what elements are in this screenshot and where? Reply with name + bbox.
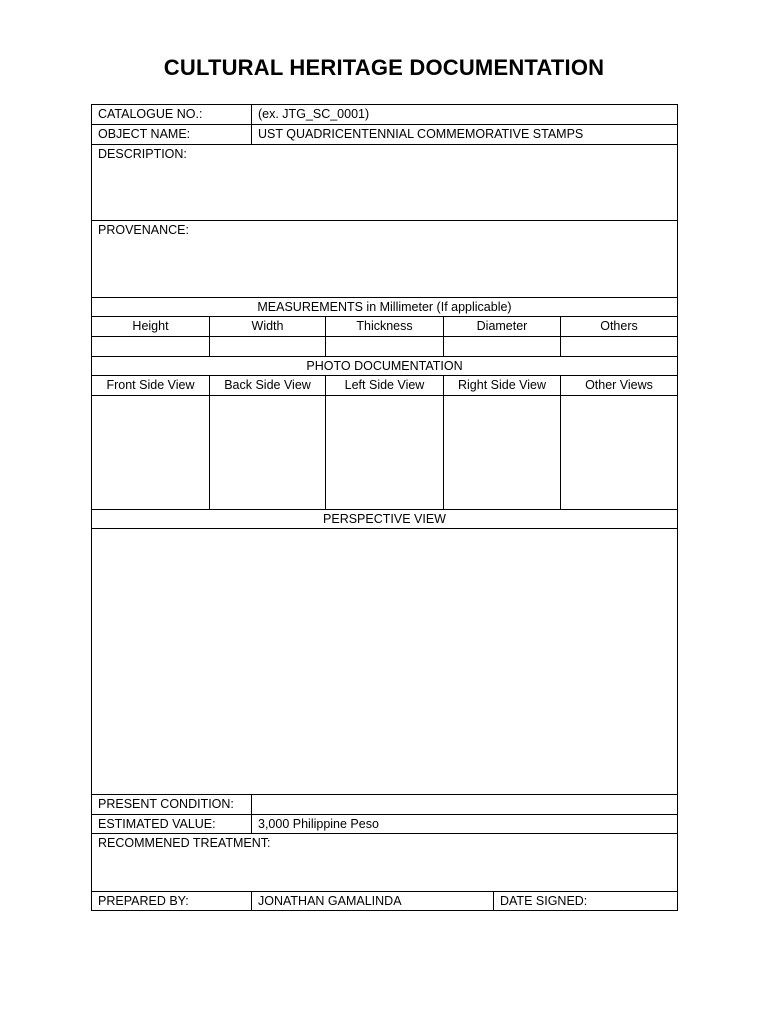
date-signed-label (493, 892, 677, 910)
photo-box-left[interactable] (325, 396, 443, 509)
measurement-header-diameter: Diameter (443, 317, 560, 336)
catalogue-row (92, 105, 677, 125)
photo-box-front[interactable] (92, 396, 209, 509)
prepared-by-value[interactable]: JONATHAN GAMALINDA (251, 892, 493, 910)
measurement-header-thickness: Thickness (325, 317, 443, 336)
photo-header-left: Left Side View (325, 376, 443, 395)
catalogue-value[interactable]: (ex. JTG_SC_0001) (251, 105, 677, 124)
date-signed-label-text: DATE SIGNED: (500, 894, 588, 908)
present-condition-row (92, 795, 677, 815)
description-row[interactable] (92, 145, 677, 221)
object-name-value[interactable]: UST QUADRICENTENNIAL COMMEMORATIVE STAMPS (251, 125, 677, 144)
provenance-row[interactable] (92, 221, 677, 298)
present-condition-value[interactable] (251, 795, 677, 814)
catalogue-label: CATALOGUE NO.: (98, 107, 203, 121)
photo-header-back: Back Side View (209, 376, 325, 395)
photo-box-row (92, 396, 677, 510)
object-name-row (92, 125, 677, 145)
estimated-value-row (92, 815, 677, 834)
measurement-header-height: Height (132, 319, 169, 333)
photo-box-other[interactable] (560, 396, 677, 509)
measurements-heading: MEASUREMENTS in Millimeter (If applicable) (257, 300, 512, 314)
measurement-value-thickness[interactable] (325, 337, 443, 356)
object-name-label: OBJECT NAME: (98, 127, 191, 141)
measurements-value-row (92, 337, 677, 357)
photo-header-front: Front Side View (106, 378, 195, 392)
description-label: DESCRIPTION: (98, 147, 187, 161)
photo-header-right: Right Side View (443, 376, 560, 395)
photo-documentation-heading: PHOTO DOCUMENTATION (306, 359, 463, 373)
measurement-value-others[interactable] (560, 337, 677, 356)
measurement-value-diameter[interactable] (443, 337, 560, 356)
perspective-view-heading: PERSPECTIVE VIEW (323, 512, 446, 526)
estimated-value-label: ESTIMATED VALUE: (98, 817, 216, 831)
provenance-label: PROVENANCE: (98, 223, 189, 237)
measurement-value-width[interactable] (209, 337, 325, 356)
prepared-by-label: PREPARED BY: (98, 894, 189, 908)
measurement-header-width: Width (209, 317, 325, 336)
photo-heading-row (92, 357, 677, 376)
perspective-heading-row (92, 510, 677, 529)
perspective-view-box[interactable] (92, 529, 677, 795)
measurement-header-others: Others (560, 317, 677, 336)
measurements-header-row (92, 317, 677, 337)
estimated-value-value[interactable]: 3,000 Philippine Peso (251, 815, 677, 833)
photo-box-right[interactable] (443, 396, 560, 509)
recommended-treatment-row[interactable] (92, 834, 677, 892)
measurement-value-height[interactable] (92, 337, 209, 356)
prepared-by-row (92, 892, 677, 910)
document-title: CULTURAL HERITAGE DOCUMENTATION (163, 55, 605, 80)
photo-box-back[interactable] (209, 396, 325, 509)
photo-header-other: Other Views (560, 376, 677, 395)
documentation-form (91, 104, 678, 911)
photo-header-row (92, 376, 677, 396)
measurements-heading-row (92, 298, 677, 317)
recommended-treatment-label: RECOMMENED TREATMENT: (98, 836, 271, 850)
present-condition-label: PRESENT CONDITION: (98, 797, 234, 811)
